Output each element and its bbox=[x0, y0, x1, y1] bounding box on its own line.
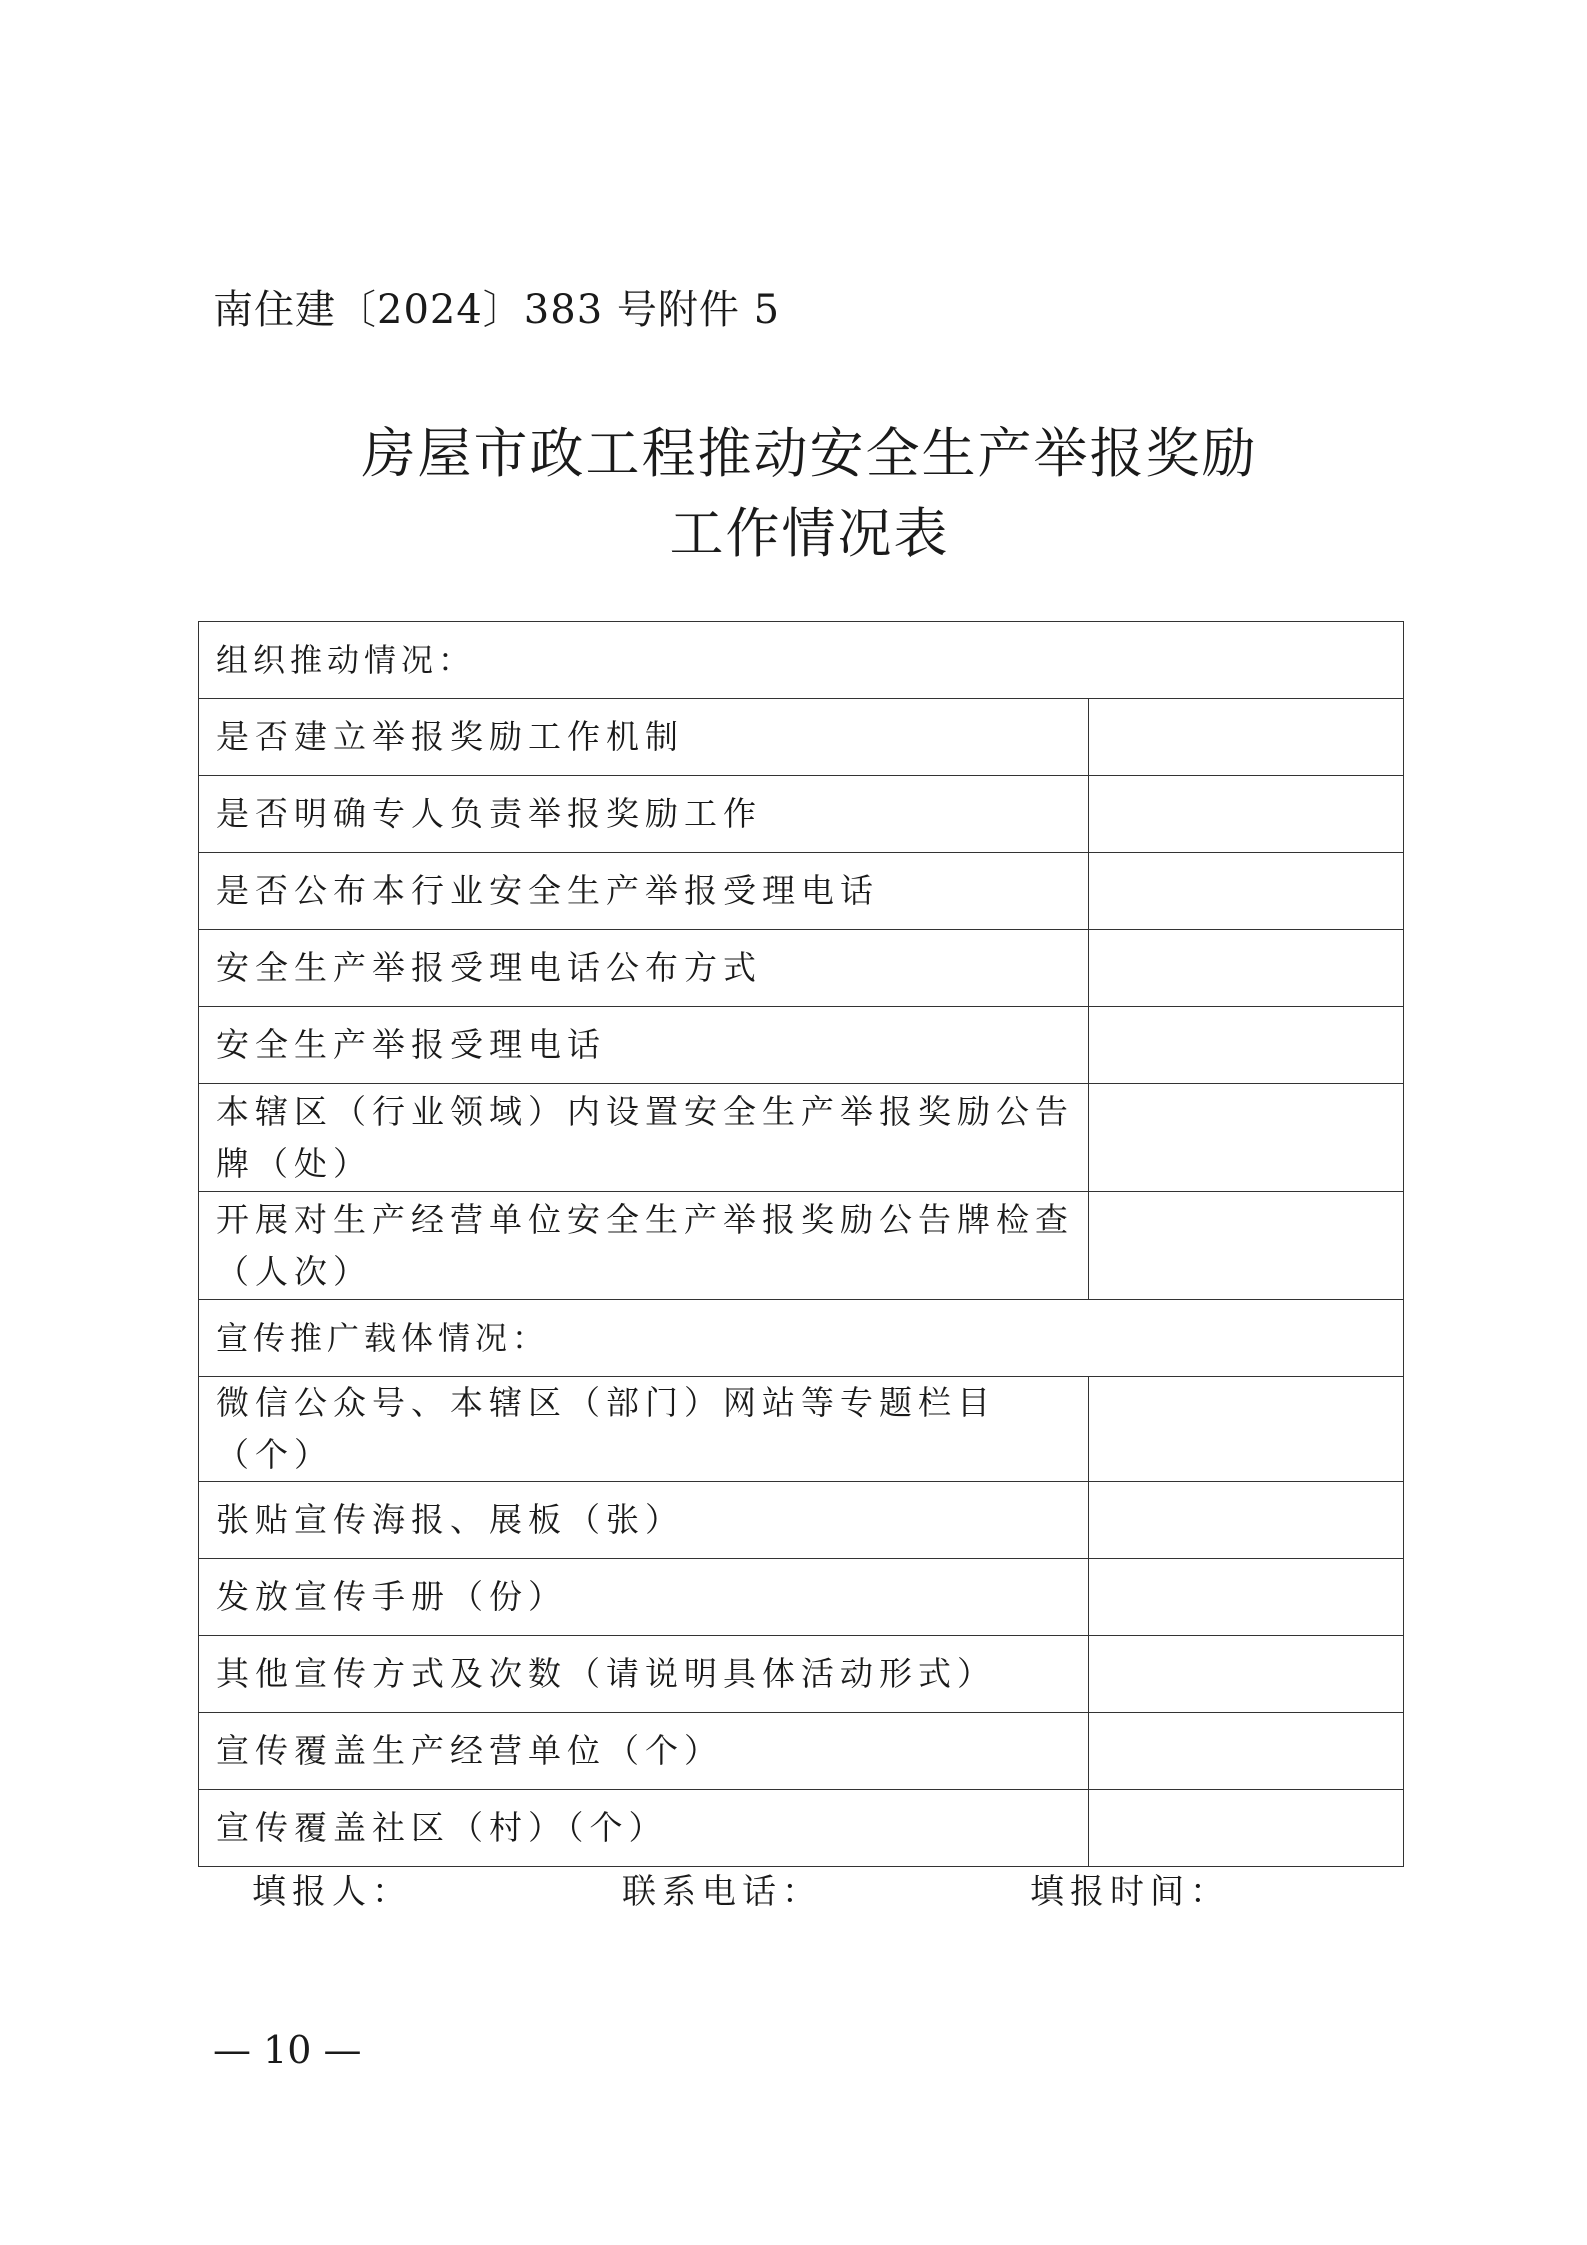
value-cell[interactable] bbox=[1089, 853, 1404, 930]
row-label: 安全生产举报受理电话公布方式 bbox=[199, 930, 1089, 1007]
table-row bbox=[199, 1790, 1404, 1867]
filler-label: 填报人： bbox=[252, 1872, 412, 1912]
row-label: 张贴宣传海报、展板（张） bbox=[199, 1482, 1089, 1559]
document-reference: 南住建〔2024〕383 号附件 5 bbox=[213, 287, 781, 333]
page-title-line-1: 房屋市政工程推动安全生产举报奖励 bbox=[361, 422, 1258, 485]
table-row bbox=[199, 1713, 1404, 1790]
row-label: 是否建立举报奖励工作机制 bbox=[199, 699, 1089, 776]
report-table bbox=[198, 621, 1404, 1867]
table-row bbox=[199, 1482, 1404, 1559]
page-title-line-2: 工作情况表 bbox=[669, 502, 950, 565]
contact-phone-label: 联系电话： bbox=[622, 1872, 822, 1912]
row-label: 其他宣传方式及次数（请说明具体活动形式） bbox=[199, 1636, 1089, 1713]
value-cell[interactable] bbox=[1089, 1084, 1404, 1192]
section-header-row bbox=[199, 622, 1404, 699]
table-row bbox=[199, 853, 1404, 930]
value-cell[interactable] bbox=[1089, 776, 1404, 853]
row-label: 宣传覆盖社区（村）（个） bbox=[199, 1790, 1089, 1867]
table-row bbox=[199, 699, 1404, 776]
table-row bbox=[199, 1192, 1404, 1300]
row-label: 开展对生产经营单位安全生产举报奖励公告牌检查（人次） bbox=[199, 1192, 1089, 1300]
row-label: 宣传覆盖生产经营单位（个） bbox=[199, 1713, 1089, 1790]
value-cell[interactable] bbox=[1089, 1007, 1404, 1084]
value-cell[interactable] bbox=[1089, 1636, 1404, 1713]
row-label: 本辖区（行业领域）内设置安全生产举报奖励公告牌（处） bbox=[199, 1084, 1089, 1192]
row-label: 安全生产举报受理电话 bbox=[199, 1007, 1089, 1084]
table-row bbox=[199, 930, 1404, 1007]
table-row bbox=[199, 1636, 1404, 1713]
section-header-row bbox=[199, 1300, 1404, 1377]
value-cell[interactable] bbox=[1089, 1790, 1404, 1867]
row-label: 是否公布本行业安全生产举报受理电话 bbox=[199, 853, 1089, 930]
value-cell[interactable] bbox=[1089, 1192, 1404, 1300]
value-cell[interactable] bbox=[1089, 1713, 1404, 1790]
section-heading: 组织推动情况： bbox=[199, 622, 1404, 699]
row-label: 微信公众号、本辖区（部门）网站等专题栏目（个） bbox=[199, 1377, 1089, 1482]
value-cell[interactable] bbox=[1089, 930, 1404, 1007]
value-cell[interactable] bbox=[1089, 1482, 1404, 1559]
table-row bbox=[199, 1084, 1404, 1192]
value-cell[interactable] bbox=[1089, 699, 1404, 776]
page-number: — 10 — bbox=[213, 2028, 362, 2072]
fill-time-label: 填报时间： bbox=[1030, 1872, 1230, 1912]
table-row bbox=[199, 776, 1404, 853]
table-row bbox=[199, 1377, 1404, 1482]
value-cell[interactable] bbox=[1089, 1377, 1404, 1482]
row-label: 是否明确专人负责举报奖励工作 bbox=[199, 776, 1089, 853]
section-heading: 宣传推广载体情况： bbox=[199, 1300, 1404, 1377]
table-row bbox=[199, 1559, 1404, 1636]
value-cell[interactable] bbox=[1089, 1559, 1404, 1636]
row-label: 发放宣传手册（份） bbox=[199, 1559, 1089, 1636]
table-row bbox=[199, 1007, 1404, 1084]
